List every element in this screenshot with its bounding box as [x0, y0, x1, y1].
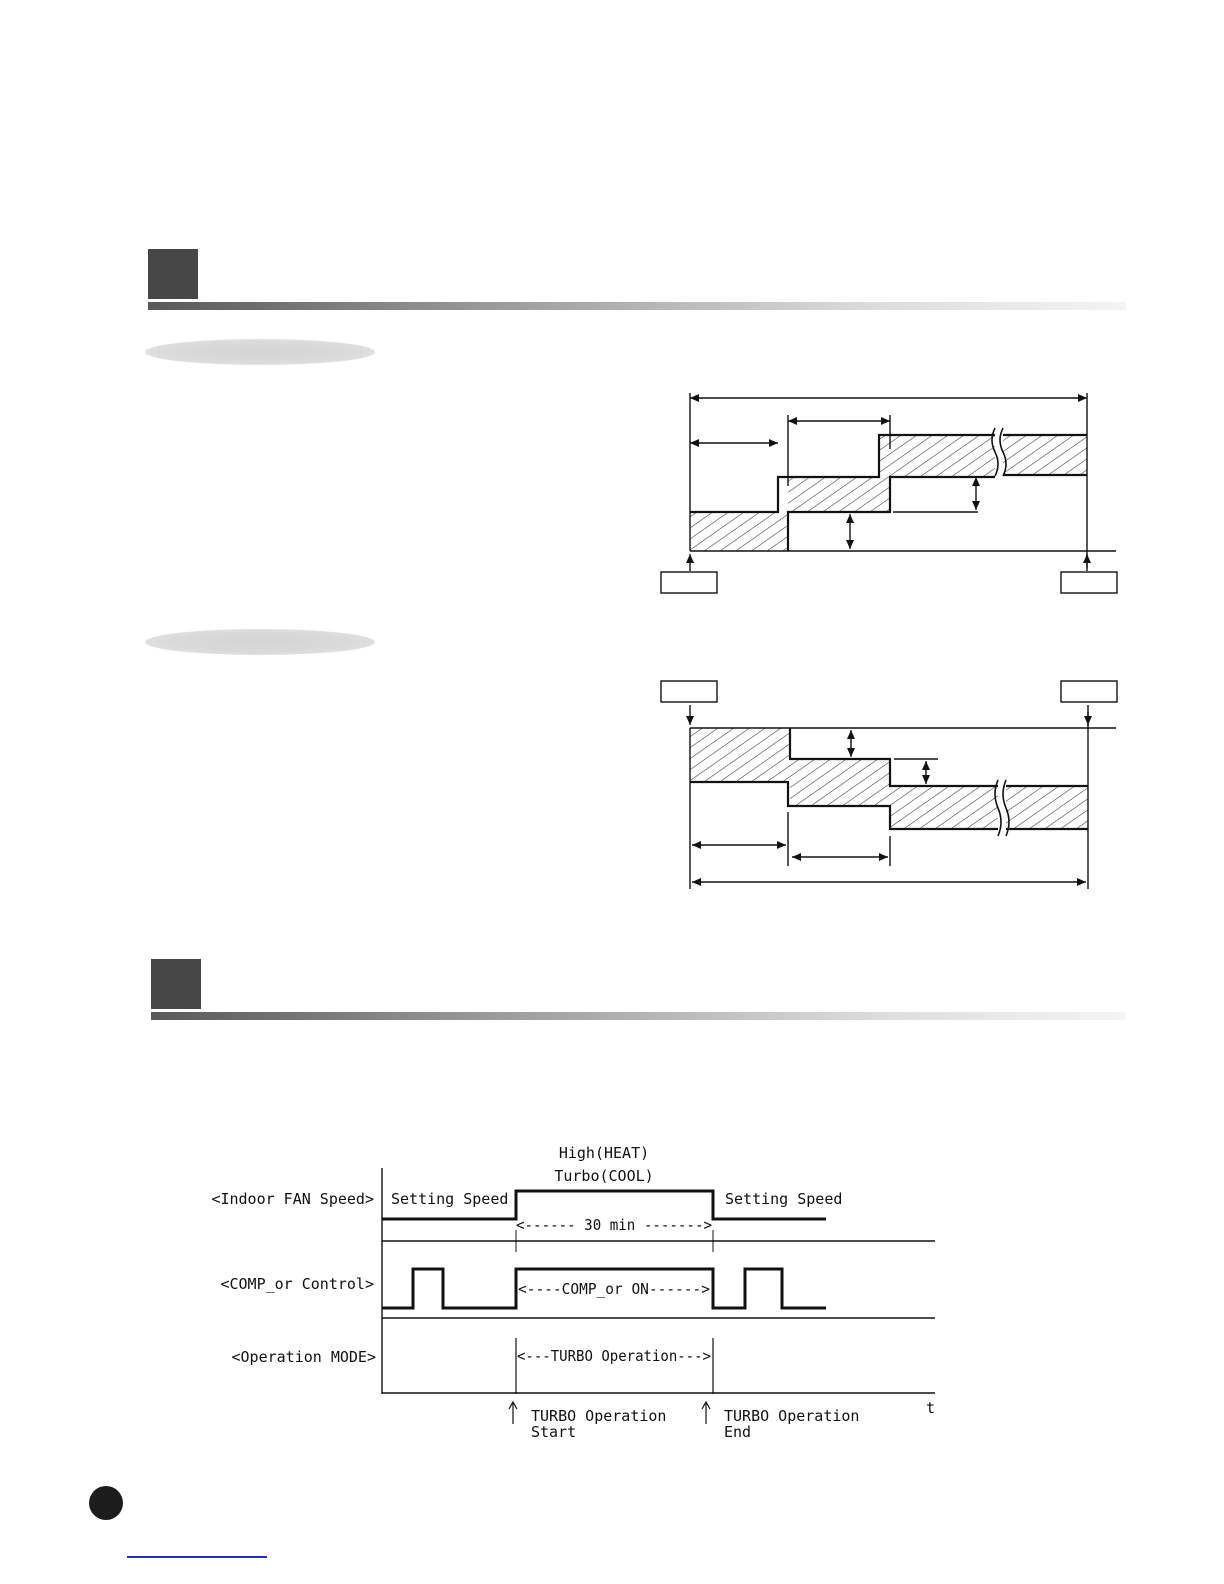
footer-link-underline[interactable]	[127, 1556, 267, 1558]
time-axis-label: t	[926, 1399, 936, 1417]
comp-control-label: <COMP_or Control>	[220, 1275, 374, 1293]
turbo-start-label-1: TURBO Operation	[531, 1407, 667, 1425]
turbo-end-label-2: End	[724, 1423, 752, 1441]
fan-speed-label: <Indoor FAN Speed>	[211, 1190, 374, 1208]
operation-mode-label: <Operation MODE>	[231, 1348, 376, 1366]
page-number-badge	[89, 1486, 123, 1520]
duration-label: <------ 30 min ------->	[516, 1216, 712, 1234]
high-heat-label: High(HEAT)	[558, 1144, 650, 1162]
setting-speed-right: Setting Speed	[725, 1190, 843, 1208]
turbo-end-label-1: TURBO Operation	[724, 1407, 860, 1425]
turbo-cool-label: Turbo(COOL)	[554, 1167, 654, 1185]
comp-on-label: <----COMP_or ON------>	[518, 1280, 710, 1298]
turbo-operation-label: <---TURBO Operation--->	[517, 1347, 711, 1365]
turbo-start-label-2: Start	[531, 1423, 577, 1441]
setting-speed-left: Setting Speed	[391, 1190, 509, 1208]
